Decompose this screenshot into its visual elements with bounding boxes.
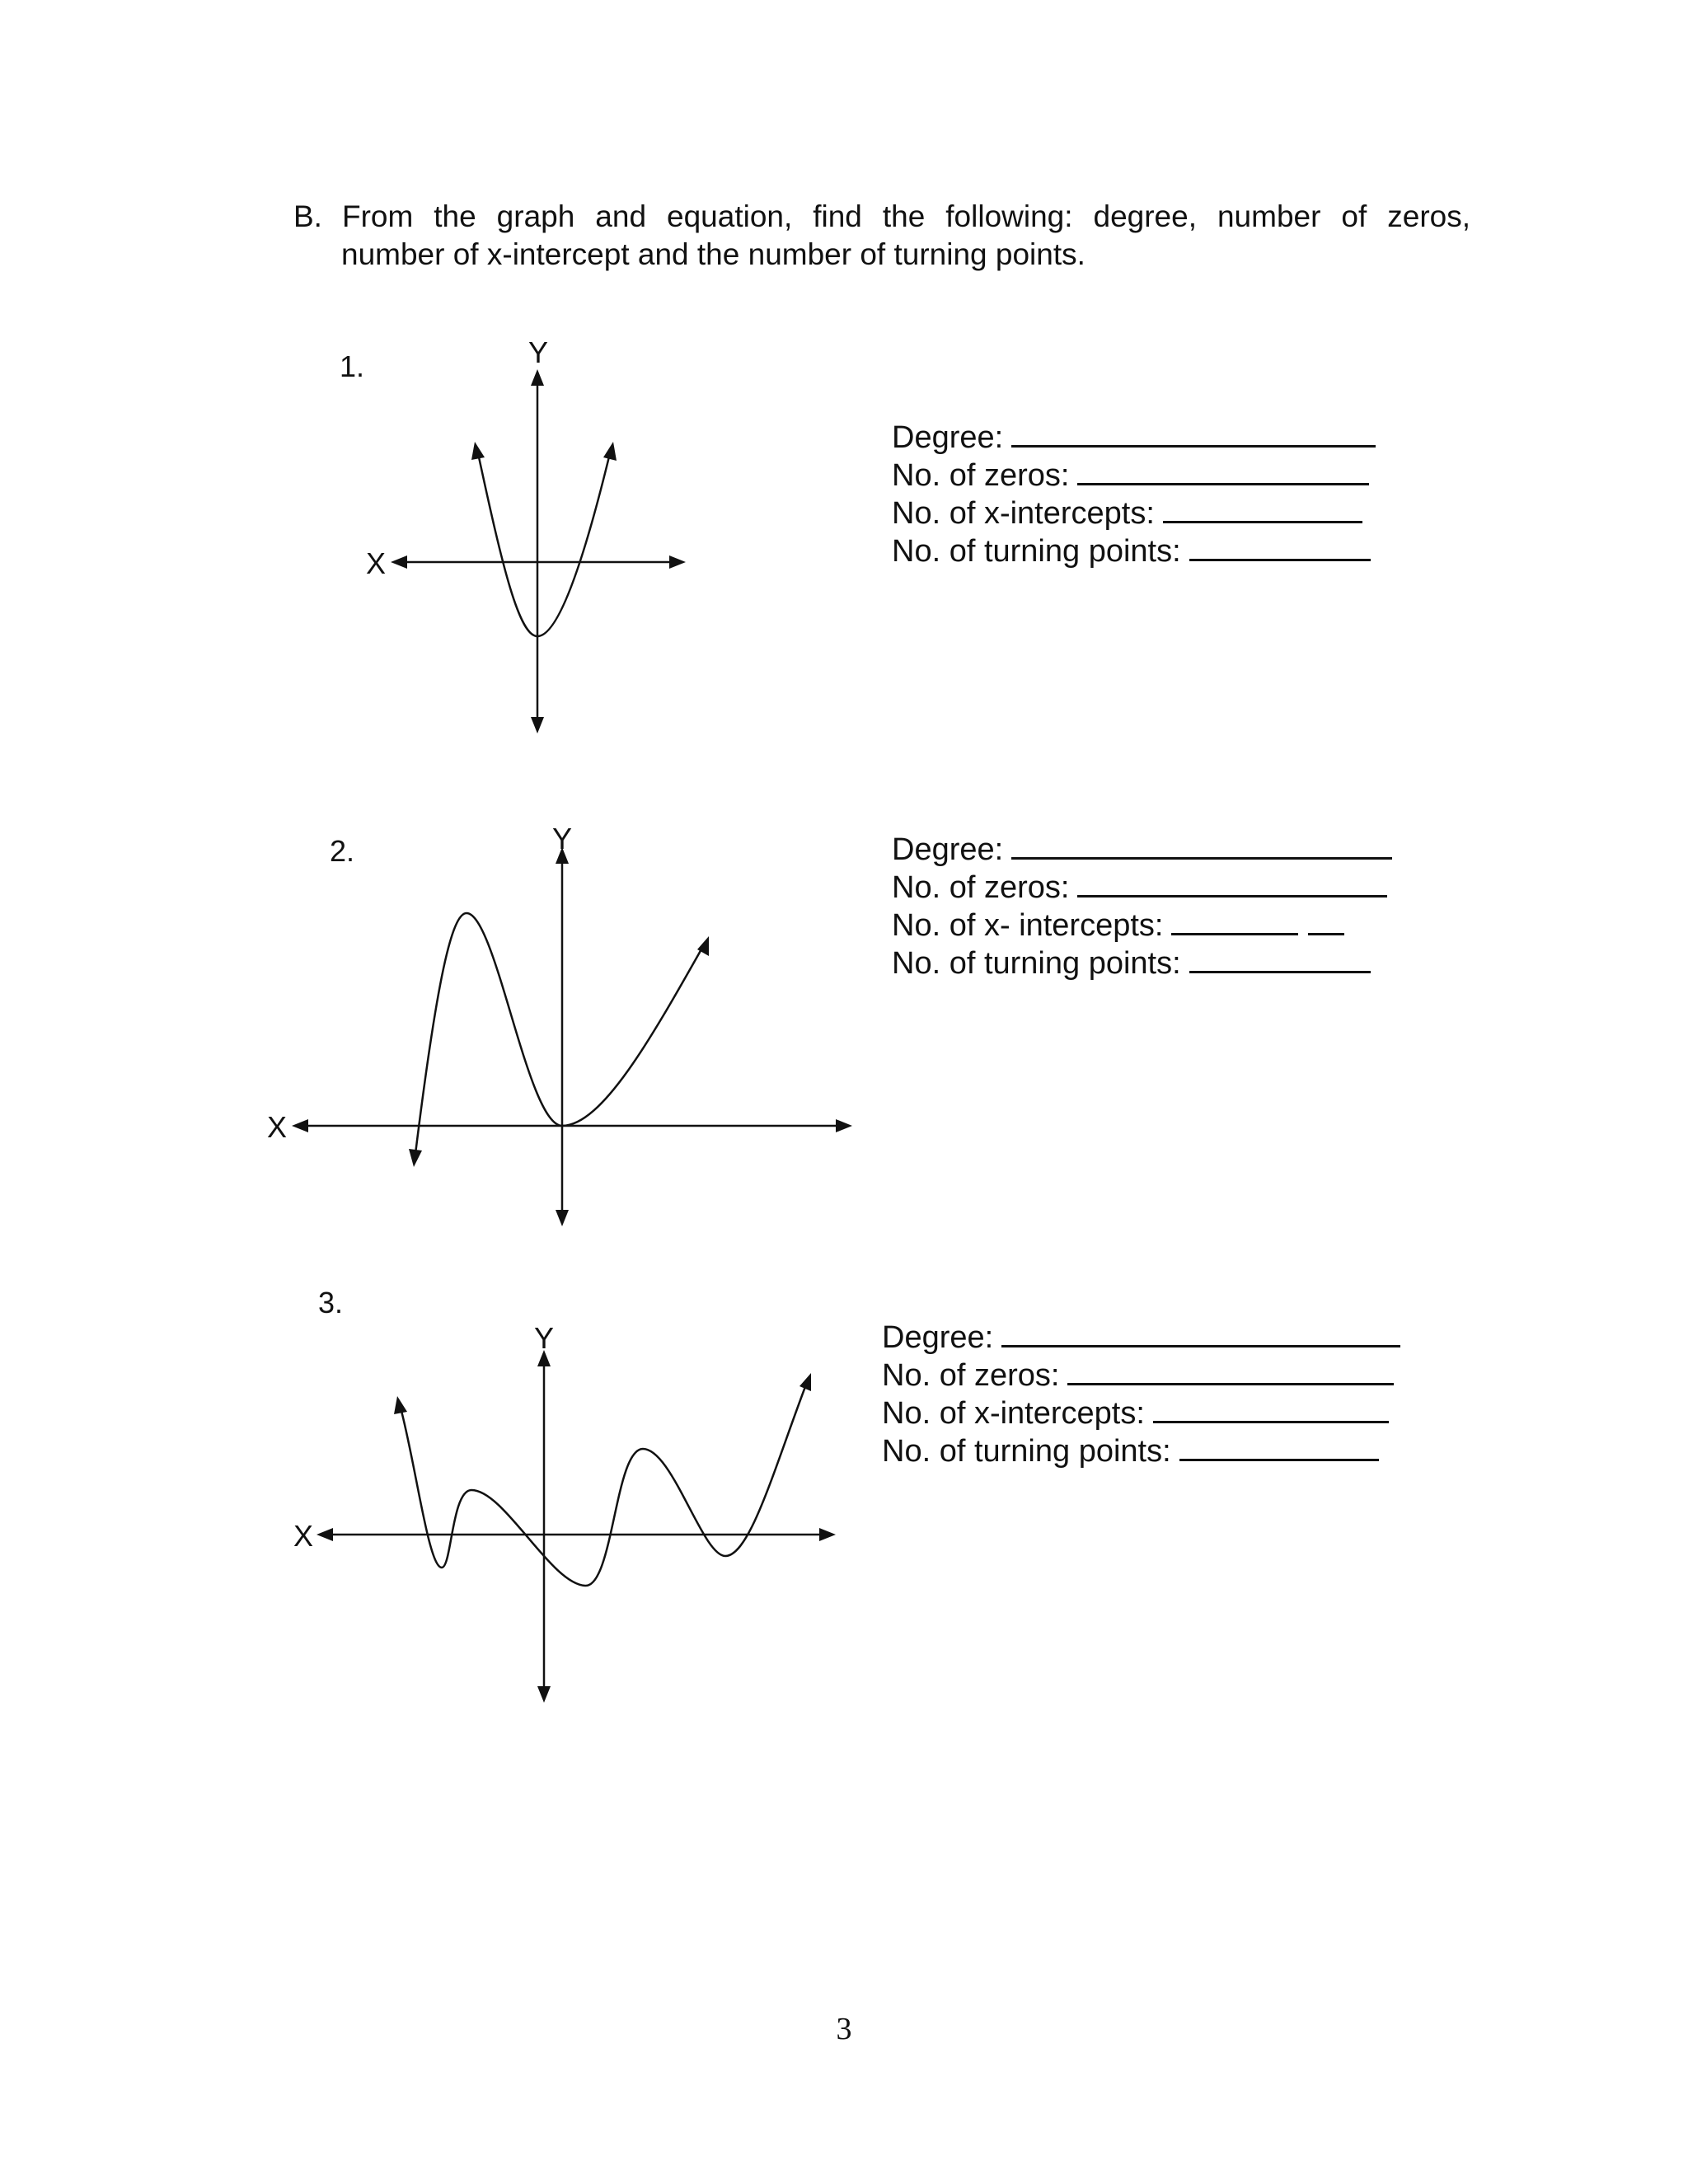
problem-3-degree-row bbox=[882, 1319, 1400, 1357]
graph-1-curve-right-arrow bbox=[603, 442, 617, 461]
problem-2-x-intercepts-blank[interactable] bbox=[1171, 908, 1298, 935]
graph-1-x-label: X bbox=[366, 546, 387, 580]
problem-2-fields bbox=[892, 831, 1392, 982]
graph-1-curve bbox=[478, 453, 610, 636]
graph-2-y-label: Y bbox=[552, 822, 573, 855]
problem-2-zeros-label: No. of zeros: bbox=[892, 870, 1070, 905]
problem-1-zeros-blank[interactable] bbox=[1077, 458, 1369, 485]
problem-3-turning-points-blank[interactable] bbox=[1179, 1434, 1379, 1461]
graph-3-y-axis-bottom-arrow bbox=[537, 1686, 551, 1703]
graph-3-y-label: Y bbox=[534, 1321, 555, 1355]
problem-1-turning-points-blank[interactable] bbox=[1189, 534, 1371, 561]
problem-3-fields bbox=[882, 1319, 1400, 1470]
problem-3-zeros-blank[interactable] bbox=[1067, 1358, 1394, 1385]
graph-1-y-label: Y bbox=[528, 335, 549, 369]
problem-1-fields bbox=[892, 419, 1376, 570]
problem-2-turning-points-label: No. of turning points: bbox=[892, 946, 1181, 981]
graph-2-curve-left-arrow bbox=[409, 1149, 422, 1167]
graph-2-x-label: X bbox=[267, 1110, 288, 1144]
problem-1-zeros-label: No. of zeros: bbox=[892, 458, 1070, 493]
graph-3-x-label: X bbox=[293, 1519, 314, 1553]
problem-3-x-intercepts-label: No. of x-intercepts: bbox=[882, 1396, 1145, 1431]
problem-2-zeros-blank[interactable] bbox=[1077, 870, 1387, 898]
problem-1-degree-row bbox=[892, 419, 1376, 457]
graph-1-x-axis-left-arrow bbox=[391, 555, 407, 569]
graph-1-y-axis-top-arrow bbox=[531, 369, 544, 386]
problem-2-x-intercepts-label: No. of x- intercepts: bbox=[892, 908, 1164, 943]
graph-3-curve-left-arrow bbox=[394, 1396, 407, 1414]
problem-1-turning-points-row bbox=[892, 532, 1376, 570]
problem-3-x-intercepts-blank[interactable] bbox=[1153, 1396, 1389, 1423]
problem-2-number: 2. bbox=[330, 834, 355, 868]
graph-1-x-axis-right-arrow bbox=[669, 555, 686, 569]
problem-2-x-intercepts-blank-tail[interactable] bbox=[1308, 908, 1344, 935]
problem-3-number: 3. bbox=[318, 1286, 344, 1319]
graph-2-x-axis-left-arrow bbox=[292, 1119, 308, 1132]
graph-3-curve bbox=[401, 1385, 806, 1586]
graph-1-curve-left-arrow bbox=[471, 442, 485, 460]
graph-2 bbox=[267, 822, 852, 1226]
graph-3 bbox=[293, 1321, 836, 1703]
problem-3-degree-blank[interactable] bbox=[1001, 1320, 1400, 1347]
problem-1-turning-points-label: No. of turning points: bbox=[892, 534, 1181, 569]
graph-1 bbox=[366, 335, 686, 733]
problem-2-degree-blank[interactable] bbox=[1011, 832, 1392, 860]
graph-3-curve-right-arrow bbox=[799, 1373, 811, 1391]
problem-2-turning-points-blank[interactable] bbox=[1189, 946, 1371, 973]
problem-3-turning-points-row bbox=[882, 1432, 1400, 1470]
graph-2-y-axis-bottom-arrow bbox=[556, 1210, 569, 1226]
problem-3-degree-label: Degree: bbox=[882, 1320, 994, 1355]
instructions-marker: B. bbox=[293, 199, 322, 233]
instructions-text-1: From the graph and equation, find the following: degree, number of zeros, bbox=[341, 199, 1470, 233]
problem-3-zeros-row bbox=[882, 1357, 1400, 1394]
graph-3-x-axis-right-arrow bbox=[819, 1528, 836, 1541]
problem-2-x-intercepts-row bbox=[892, 907, 1392, 944]
page-number: 3 bbox=[836, 2012, 852, 2046]
problem-3-x-intercepts-row bbox=[882, 1394, 1400, 1432]
problem-1-x-intercepts-blank[interactable] bbox=[1163, 496, 1362, 523]
graph-3-x-axis-left-arrow bbox=[316, 1528, 333, 1541]
problem-1-degree-label: Degree: bbox=[892, 420, 1004, 455]
problem-2-zeros-row bbox=[892, 869, 1392, 907]
problem-1-x-intercepts-row bbox=[892, 494, 1376, 532]
graph-2-curve bbox=[415, 913, 702, 1154]
problem-1-degree-blank[interactable] bbox=[1011, 420, 1376, 448]
graph-1-y-axis-bottom-arrow bbox=[531, 717, 544, 733]
problem-3-zeros-label: No. of zeros: bbox=[882, 1358, 1060, 1393]
problem-2-turning-points-row bbox=[892, 944, 1392, 982]
problem-1-x-intercepts-label: No. of x-intercepts: bbox=[892, 496, 1155, 531]
problem-2-degree-label: Degree: bbox=[892, 832, 1004, 867]
graph-2-x-axis-right-arrow bbox=[836, 1119, 852, 1132]
problem-1-zeros-row bbox=[892, 457, 1376, 494]
problem-1-number: 1. bbox=[340, 349, 365, 383]
problem-2-degree-row bbox=[892, 831, 1392, 869]
problem-3-turning-points-label: No. of turning points: bbox=[882, 1434, 1171, 1469]
instructions-line-2: number of x-intercept and the number of turning points. bbox=[341, 237, 1085, 271]
